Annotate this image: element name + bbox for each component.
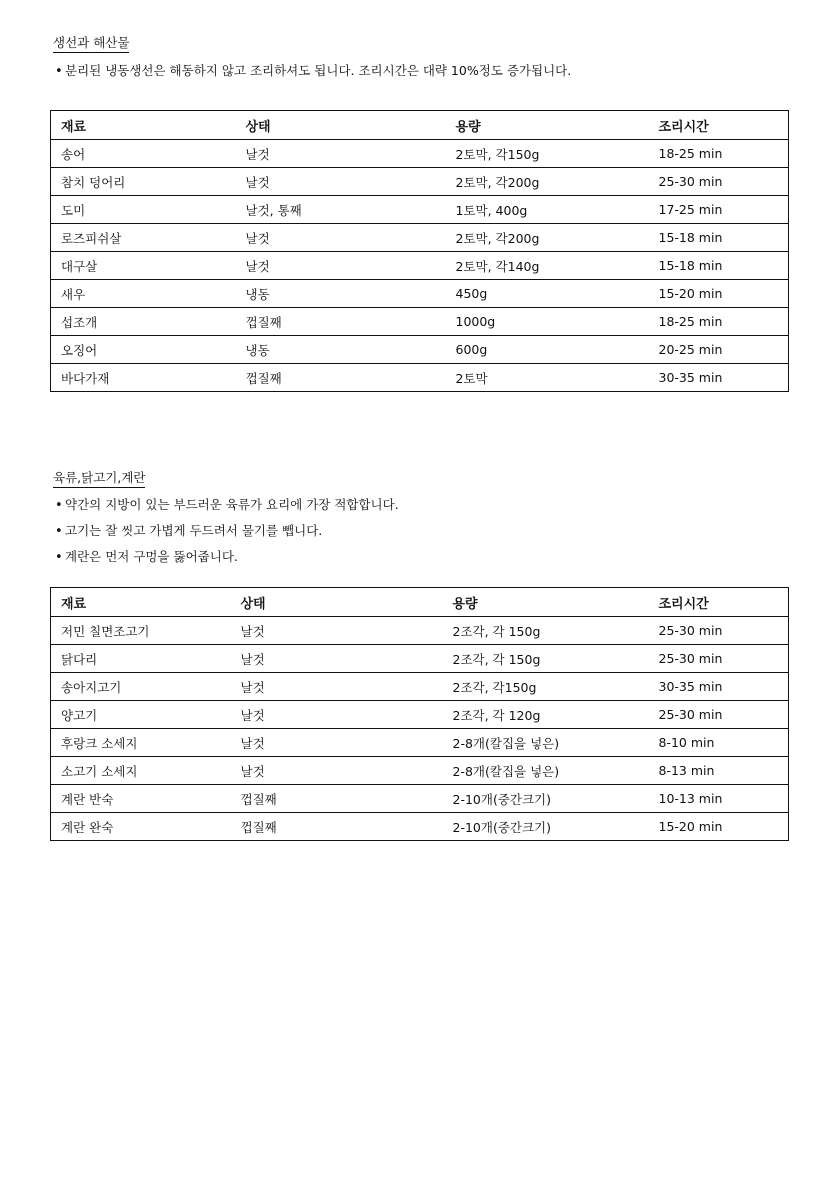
cell-time: 17-25 min bbox=[649, 196, 789, 224]
meat-note bbox=[55, 549, 238, 566]
cell-quantity: 2-8개(칼집을 넣은) bbox=[443, 729, 649, 757]
cell-time: 25-30 min bbox=[649, 168, 789, 196]
cell-state: 냉동 bbox=[236, 280, 446, 308]
cell-ingredient: 송어 bbox=[51, 140, 236, 168]
cell-state: 날것 bbox=[231, 757, 443, 785]
cell-quantity: 2조각, 각 150g bbox=[443, 617, 649, 645]
cell-ingredient: 도미 bbox=[51, 196, 236, 224]
cell-state: 날것, 통째 bbox=[236, 196, 446, 224]
cell-state: 날것 bbox=[236, 168, 446, 196]
bullet-icon: • bbox=[55, 64, 63, 79]
table-row bbox=[51, 785, 789, 813]
cell-quantity: 2토막, 각150g bbox=[446, 140, 649, 168]
cell-state: 날것 bbox=[236, 252, 446, 280]
cell-quantity: 2토막, 각200g bbox=[446, 224, 649, 252]
header-ingredient: 재료 bbox=[51, 111, 236, 140]
table-row bbox=[51, 196, 789, 224]
cell-ingredient: 양고기 bbox=[51, 701, 231, 729]
seafood-note-text: 분리된 냉동생선은 해동하지 않고 조리하셔도 됩니다. 조리시간은 대략 10%정도 증가됩니다. bbox=[65, 63, 572, 78]
cell-state: 냉동 bbox=[236, 336, 446, 364]
cell-time: 15-18 min bbox=[649, 224, 789, 252]
cell-quantity: 600g bbox=[446, 336, 649, 364]
header-quantity: 용량 bbox=[443, 588, 649, 617]
cell-ingredient: 저민 칠면조고기 bbox=[51, 617, 231, 645]
table-row bbox=[51, 252, 789, 280]
header-quantity: 용량 bbox=[446, 111, 649, 140]
meat-note-text: 약간의 지방이 있는 부드러운 육류가 요리에 가장 적합합니다. bbox=[65, 497, 399, 512]
cell-quantity: 2토막, 각200g bbox=[446, 168, 649, 196]
cell-quantity: 2조각, 각 120g bbox=[443, 701, 649, 729]
cell-ingredient: 후랑크 소세지 bbox=[51, 729, 231, 757]
cell-ingredient: 대구살 bbox=[51, 252, 236, 280]
header-cooking-time: 조리시간 bbox=[649, 111, 789, 140]
cell-ingredient: 참치 덩어리 bbox=[51, 168, 236, 196]
cell-quantity: 2-10개(중간크기) bbox=[443, 785, 649, 813]
table-row bbox=[51, 757, 789, 785]
cell-state: 껍질째 bbox=[240, 819, 277, 835]
table-row bbox=[51, 729, 789, 757]
cell-time: 18-25 min bbox=[649, 140, 789, 168]
table-row bbox=[51, 336, 789, 364]
cell-quantity: 2토막, 각140g bbox=[446, 252, 649, 280]
cell-time: 8-10 min bbox=[649, 729, 789, 757]
cell-state: 껍질째 bbox=[236, 308, 446, 336]
cell-quantity: 2조각, 각150g bbox=[443, 673, 649, 701]
cell-state: 날것 bbox=[236, 140, 446, 168]
cell-state: 껍질째 bbox=[231, 785, 443, 813]
cell-quantity: 450g bbox=[446, 280, 649, 308]
cell-time: 30-35 min bbox=[649, 673, 789, 701]
table-row bbox=[51, 280, 789, 308]
bullet-icon: • bbox=[55, 550, 63, 565]
seafood-table bbox=[50, 110, 789, 392]
cell-ingredient: 로즈피쉬살 bbox=[51, 224, 236, 252]
header-cooking-time: 조리시간 bbox=[649, 588, 789, 617]
seafood-title: 생선과 해산물 bbox=[53, 35, 129, 53]
table-row bbox=[51, 224, 789, 252]
cell-quantity: 2-10개(중간크기) bbox=[452, 819, 551, 835]
meat-note bbox=[55, 523, 322, 540]
header-state: 상태 bbox=[236, 111, 446, 140]
cell-quantity: 2-8개(칼집을 넣은) bbox=[443, 757, 649, 785]
meat-note-text: 고기는 잘 씻고 가볍게 두드려서 물기를 뺍니다. bbox=[65, 523, 323, 538]
table-header-row bbox=[51, 588, 789, 617]
table-header-row bbox=[51, 111, 789, 140]
cell-time: 25-30 min bbox=[649, 617, 789, 645]
meat-table bbox=[50, 587, 789, 841]
header-state: 상태 bbox=[231, 588, 443, 617]
header-ingredient: 재료 bbox=[51, 588, 231, 617]
cell-state: 날것 bbox=[231, 645, 443, 673]
cell-quantity: 2조각, 각 150g bbox=[443, 645, 649, 673]
cell-state: 날것 bbox=[236, 224, 446, 252]
table-row bbox=[51, 813, 789, 841]
cell-quantity: 1토막, 400g bbox=[446, 196, 649, 224]
table-row bbox=[51, 645, 789, 673]
cell-state: 날것 bbox=[231, 673, 443, 701]
cell-time: 15-18 min bbox=[649, 252, 789, 280]
meat-note bbox=[55, 497, 399, 514]
cell-ingredient: 바다가재 bbox=[61, 370, 110, 386]
cell-ingredient: 계란 반숙 bbox=[51, 785, 231, 813]
table-row bbox=[51, 140, 789, 168]
cell-time: 18-25 min bbox=[649, 308, 789, 336]
table-row bbox=[51, 308, 789, 336]
cell-time: 30-35 min bbox=[658, 370, 723, 385]
cell-time: 8-13 min bbox=[649, 757, 789, 785]
table-row bbox=[51, 364, 789, 392]
cell-quantity: 1000g bbox=[446, 308, 649, 336]
bullet-icon: • bbox=[55, 498, 63, 513]
cell-time: 20-25 min bbox=[649, 336, 789, 364]
table-row bbox=[51, 617, 789, 645]
cell-time: 15-20 min bbox=[649, 280, 789, 308]
cell-state: 껍질째 bbox=[245, 370, 282, 386]
cell-time: 15-20 min bbox=[658, 819, 723, 834]
seafood-note bbox=[55, 63, 571, 80]
cell-state: 날것 bbox=[231, 729, 443, 757]
cell-quantity: 2토막 bbox=[455, 370, 488, 386]
cell-ingredient: 소고기 소세지 bbox=[51, 757, 231, 785]
cell-ingredient: 새우 bbox=[51, 280, 236, 308]
table-row bbox=[51, 701, 789, 729]
cell-time: 25-30 min bbox=[649, 701, 789, 729]
meat-note-text: 계란은 먼저 구멍을 뚫어줍니다. bbox=[65, 549, 238, 564]
cell-ingredient: 오징어 bbox=[51, 336, 236, 364]
cell-state: 날것 bbox=[231, 617, 443, 645]
bullet-icon: • bbox=[55, 524, 63, 539]
cell-ingredient: 계란 완숙 bbox=[61, 819, 114, 835]
cell-time: 25-30 min bbox=[649, 645, 789, 673]
cell-ingredient: 송아지고기 bbox=[51, 673, 231, 701]
table-row bbox=[51, 673, 789, 701]
cell-time: 10-13 min bbox=[649, 785, 789, 813]
table-row bbox=[51, 168, 789, 196]
cell-ingredient: 섭조개 bbox=[51, 308, 236, 336]
meat-title: 육류,닭고기,계란 bbox=[53, 470, 145, 488]
cell-ingredient: 닭다리 bbox=[51, 645, 231, 673]
cell-state: 날것 bbox=[231, 701, 443, 729]
